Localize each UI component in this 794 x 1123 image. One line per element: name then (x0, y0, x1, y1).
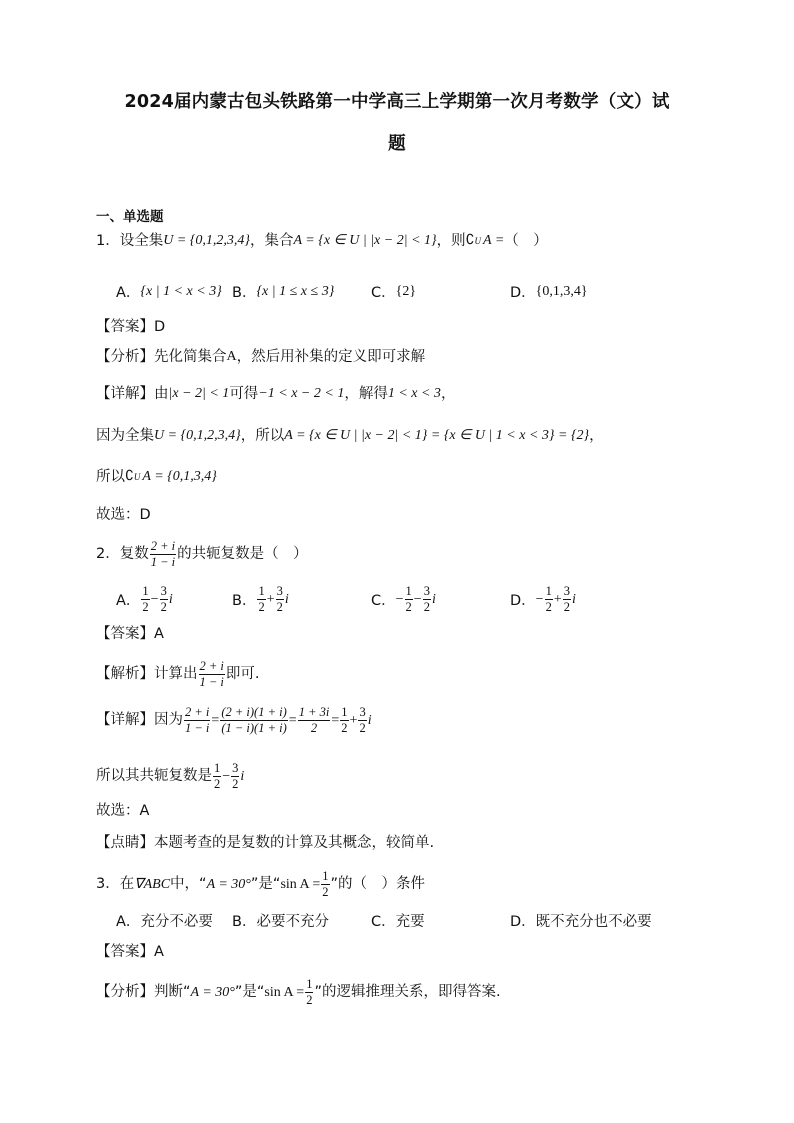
q2-option-b (232, 585, 289, 614)
analysis-text: ，然后用补集的定义即可求解 (236, 349, 426, 365)
option-fraction-1 (405, 585, 413, 614)
q1-universal-set: U = {0,1,2,3,4} (163, 233, 250, 249)
option-operator: + (266, 591, 275, 607)
analysis-text: ”的逻辑推理关系，即得答案. (314, 984, 501, 1001)
q2-analysis (96, 660, 260, 689)
complement-symbol: ∁ (125, 469, 134, 485)
comment-text: 本题考查的是复数的计算及其概念，较简单. (154, 835, 435, 851)
q3-option-a (116, 910, 213, 931)
q1-option-d (510, 281, 588, 302)
fraction-numerator: 1 + 3i (298, 706, 331, 721)
fraction-numerator: 1 (213, 762, 221, 777)
detail-math: A = {x ∈ U | |x − 2| < 1} = {x ∈ U | 1 < x < 3} = {2} (284, 428, 590, 444)
analysis-fraction (199, 660, 225, 689)
q1-text-a: 设全集 (119, 233, 164, 249)
complement-subscript: U (474, 235, 482, 246)
detail-text: 由 (154, 386, 169, 402)
detail-fraction-2 (220, 706, 287, 735)
answer-value: A (154, 626, 164, 642)
q1-set-a: A = {x ∈ U | |x − 2| < 1} (293, 233, 437, 249)
detail-fraction-3 (298, 706, 331, 735)
option-operator: + (553, 591, 562, 607)
complement-subscript: U (133, 471, 141, 482)
fraction-denominator: 1 − i (150, 555, 176, 570)
fraction-numerator: 3 (276, 585, 284, 600)
option-label: D． (510, 914, 536, 930)
answer-tag: 【答案】 (96, 626, 154, 642)
answer-tag: 【答案】 (96, 319, 154, 335)
conj-fraction-2 (231, 762, 239, 791)
imaginary-unit: i (431, 591, 436, 607)
fraction-denominator: 2 (306, 993, 313, 1008)
q2-text-b: 的共轭复数是（ ） (177, 546, 308, 563)
equals-sign: = (211, 712, 220, 728)
option-label: D． (510, 593, 536, 610)
q1-option-c (371, 281, 416, 302)
option-sign: − (535, 591, 544, 607)
fraction-denominator: (1 − i)(1 + i) (221, 721, 287, 736)
option-fraction-1 (141, 585, 149, 614)
document-title-cont (60, 130, 734, 155)
option-label: C． (371, 914, 396, 930)
fraction-numerator: 1 (257, 585, 265, 600)
q3-text-a: 在 (119, 876, 135, 893)
q2-conjugate (96, 762, 244, 791)
q3-text-c: ”是“ (250, 876, 281, 893)
analysis-text: 即可. (225, 666, 260, 683)
option-label: A． (116, 285, 141, 301)
comment-tag: 【点睛】 (96, 835, 154, 851)
q1-text-d: （ ） (504, 233, 548, 249)
fraction-denominator: 1 − i (199, 675, 224, 690)
q1-text-c: ，则 (436, 233, 466, 249)
q3-analysis (96, 978, 501, 1007)
analysis-text: 计算出 (154, 666, 198, 683)
fraction-numerator: 1 (305, 978, 313, 993)
q3-number: 3． (96, 876, 120, 893)
detail-tag: 【详解】 (96, 386, 154, 402)
option-operator: − (413, 591, 422, 607)
option-operator: − (150, 591, 159, 607)
q3-text-d: ”的（ ）条件 (330, 876, 426, 893)
detail-text: 所以其共轭复数是 (96, 768, 212, 785)
equals-sign: = (288, 712, 297, 728)
fraction-numerator: (2 + i)(1 + i) (220, 706, 287, 721)
fraction-numerator: 1 (141, 585, 149, 600)
option-text: {x | 1 ≤ x ≤ 3} (256, 283, 335, 299)
q2-comment (96, 836, 434, 851)
option-label: D． (510, 285, 536, 301)
imaginary-unit: i (240, 768, 245, 784)
detail-fraction-5 (358, 706, 366, 735)
q1-number: 1． (96, 233, 120, 249)
fraction-denominator: 1 − i (185, 721, 210, 736)
detail-text: 所以 (96, 469, 125, 485)
q2-option-c (371, 585, 436, 614)
option-text: 充要 (395, 914, 425, 930)
detail-math: |x − 2| < 1 (168, 386, 230, 402)
q1-detail (96, 387, 455, 402)
q2-fraction (150, 540, 176, 569)
option-text: {2} (395, 283, 417, 299)
fraction-numerator: 2 + i (150, 540, 176, 555)
fraction-numerator: 3 (160, 585, 168, 600)
analysis-tag: 【分析】 (96, 349, 154, 365)
option-fraction-1 (257, 585, 265, 614)
section-heading: 一、单选题 (96, 209, 164, 225)
analysis-math: A = 30° (190, 984, 235, 1000)
option-label: B． (232, 593, 257, 610)
q3-condition-2: sin A = (280, 876, 321, 892)
fraction-denominator: 2 (341, 721, 348, 736)
detail-text: ，所以 (240, 428, 285, 444)
minus-sign: − (222, 768, 231, 784)
q3-answer (96, 945, 164, 960)
q1-detail-so (96, 470, 217, 485)
imaginary-unit: i (284, 591, 289, 607)
title-line-1: 2024届内蒙古包头铁路第一中学高三上学期第一次月考数学（文）试 (124, 92, 670, 112)
option-label: B． (232, 285, 257, 301)
analysis-tag: 【解析】 (96, 666, 154, 683)
answer-value: D (154, 319, 166, 335)
option-sign: − (395, 591, 404, 607)
detail-text: 可得 (229, 386, 259, 402)
q3-option-d (510, 910, 652, 931)
fraction-numerator: 1 (340, 706, 348, 721)
fraction-numerator: 3 (231, 762, 239, 777)
q1-choose: 故选：D (96, 507, 151, 523)
detail-math: −1 < x − 2 < 1 (258, 386, 345, 402)
fraction-denominator: 2 (359, 721, 366, 736)
q3-condition-1: A = 30° (206, 876, 251, 892)
fraction-denominator: 2 (276, 600, 283, 615)
imaginary-unit: i (571, 591, 576, 607)
conj-fraction-1 (213, 762, 221, 791)
option-label: A． (116, 914, 141, 930)
analysis-math: sin A = (264, 984, 305, 1000)
triangle-symbol: ∇ABC (134, 876, 171, 892)
title-line-2: 题 (388, 134, 406, 154)
analysis-half-fraction (305, 978, 313, 1007)
imaginary-unit: i (367, 712, 372, 728)
plus-sign: + (349, 712, 358, 728)
q3-stem (96, 870, 425, 899)
q2-number: 2． (96, 546, 120, 563)
detail-text: 因为 (154, 712, 183, 729)
detail-text: ， (589, 428, 604, 444)
fraction-denominator: 2 (423, 600, 430, 615)
detail-math: A = {0,1,3,4} (142, 469, 217, 485)
q3-text-b: 中，“ (170, 876, 207, 893)
detail-tag: 【详解】 (96, 712, 154, 729)
q2-detail (96, 706, 372, 735)
q1-detail-since (96, 429, 604, 444)
option-fraction-2 (423, 585, 431, 614)
analysis-text: 判断“ (154, 984, 191, 1001)
fraction-numerator: 3 (563, 585, 571, 600)
fraction-denominator: 2 (232, 777, 239, 792)
q1-option-b (232, 281, 334, 302)
fraction-numerator: 1 (545, 585, 553, 600)
fraction-numerator: 3 (358, 706, 366, 721)
document-title (60, 88, 734, 113)
q2-choose: 故选：A (96, 803, 150, 819)
q2-option-d (510, 585, 576, 614)
q1-text-b: ，集合 (250, 233, 294, 249)
analysis-text: ”是“ (234, 984, 265, 1001)
q1-answer (96, 320, 165, 335)
q1-complement-a: A = (483, 233, 505, 249)
q2-stem (96, 540, 308, 569)
fraction-denominator: 2 (545, 600, 552, 615)
q1-stem (96, 234, 548, 249)
answer-value: A (154, 944, 164, 960)
option-label: C． (371, 285, 396, 301)
option-fraction-2 (160, 585, 168, 614)
detail-text: ， (440, 386, 456, 402)
answer-tag: 【答案】 (96, 944, 154, 960)
fraction-numerator: 2 + i (184, 706, 210, 721)
option-fraction-2 (276, 585, 284, 614)
fraction-denominator: 2 (160, 600, 167, 615)
q2-text-a: 复数 (119, 546, 149, 563)
fraction-denominator: 2 (214, 777, 221, 792)
option-fraction-2 (563, 585, 571, 614)
fraction-denominator: 2 (310, 721, 318, 736)
q3-half-fraction (321, 870, 329, 899)
detail-fraction-1 (184, 706, 210, 735)
option-text: {0,1,3,4} (535, 283, 588, 299)
q3-option-c (371, 910, 425, 931)
option-text: 充分不必要 (140, 914, 213, 930)
analysis-text: 先化简集合 (154, 349, 227, 365)
option-fraction-1 (545, 585, 553, 614)
fraction-numerator: 1 (405, 585, 413, 600)
option-label: C． (371, 593, 396, 610)
detail-text: 因为全集 (96, 428, 154, 444)
equals-sign: = (331, 712, 340, 728)
detail-math: U = {0,1,2,3,4} (154, 428, 241, 444)
option-label: B． (232, 914, 257, 930)
fraction-numerator: 3 (423, 585, 431, 600)
q3-option-b (232, 910, 329, 931)
fraction-denominator: 2 (142, 600, 149, 615)
q1-analysis (96, 350, 425, 365)
detail-fraction-4 (340, 706, 348, 735)
analysis-tag: 【分析】 (96, 984, 154, 1001)
q2-answer (96, 627, 164, 642)
q1-option-a (116, 281, 222, 302)
fraction-numerator: 1 (321, 870, 329, 885)
fraction-numerator: 2 + i (199, 660, 225, 675)
option-text: {x | 1 < x < 3} (140, 283, 222, 299)
option-label: A． (116, 593, 141, 610)
fraction-denominator: 2 (405, 600, 412, 615)
fraction-denominator: 2 (258, 600, 265, 615)
analysis-math: A (226, 349, 237, 365)
imaginary-unit: i (168, 591, 173, 607)
q2-option-a (116, 585, 173, 614)
complement-symbol: ∁ (465, 233, 475, 249)
fraction-denominator: 2 (322, 885, 329, 900)
fraction-denominator: 2 (563, 600, 570, 615)
option-text: 必要不充分 (256, 914, 329, 930)
detail-math: 1 < x < 3 (387, 386, 441, 402)
detail-text: ，解得 (344, 386, 388, 402)
option-text: 既不充分也不必要 (535, 914, 652, 930)
